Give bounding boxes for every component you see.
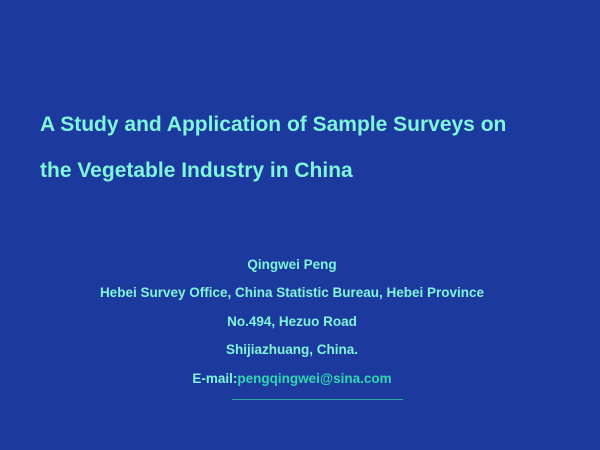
author-city: Shijiazhuang, China. xyxy=(225,342,358,357)
slide-title-line-1: A Study and Application of Sample Surveys on xyxy=(40,113,507,136)
author-address: No.494, Hezuo Road xyxy=(227,314,357,329)
email-label: E-mail: xyxy=(192,371,238,386)
email-underline xyxy=(232,399,403,400)
slide-title-line-2: the Vegetable Industry in China xyxy=(40,159,353,182)
email-link[interactable]: pengqingwei@sina.com xyxy=(237,371,392,386)
author-email-line xyxy=(0,371,584,386)
author-affiliation: Hebei Survey Office, China Statistic Bureau, Hebei Province xyxy=(99,285,485,300)
author-name: Qingwei Peng xyxy=(247,257,337,272)
